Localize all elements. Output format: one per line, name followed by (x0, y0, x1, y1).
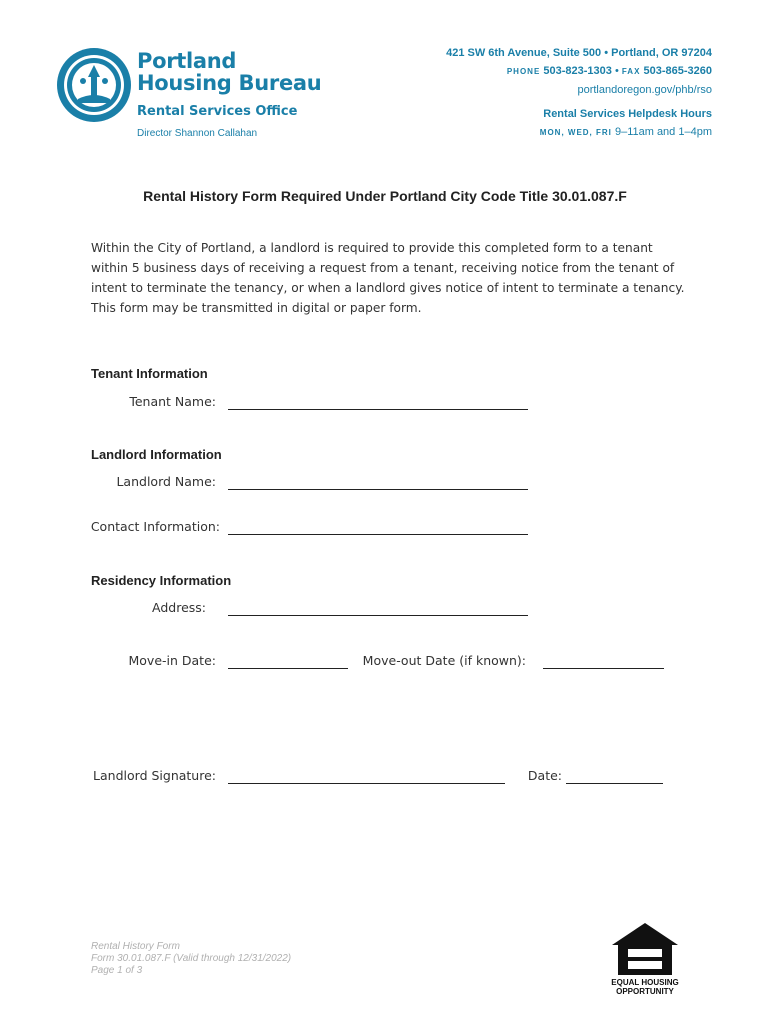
street-address: 421 SW 6th Avenue, Suite 500 • Portland, OR 97204 (446, 47, 712, 59)
website: portlandoregon.gov/phb/rso (577, 84, 712, 96)
phone-number: 503-823-1303 (543, 65, 612, 77)
landlord-name-field[interactable] (228, 475, 528, 490)
intro-line: This form may be transmitted in digital or paper form. (91, 301, 422, 315)
move-in-date-field[interactable] (228, 654, 348, 669)
contact-info-label: Contact Information: (90, 519, 220, 534)
footer-form-name: Rental History Form (91, 941, 180, 952)
separator-dot: • (614, 65, 619, 77)
hours-time: 9–11am and 1–4pm (614, 126, 712, 138)
footer-form-number: Form 30.01.087.F (Valid through 12/31/2022) (91, 953, 292, 964)
equal-housing-text (603, 978, 687, 996)
org-name (137, 50, 321, 94)
tenant-name-field[interactable] (228, 395, 528, 410)
fax-label: FAX (621, 67, 641, 76)
phone-fax-line (446, 62, 712, 81)
landlord-signature-field[interactable] (228, 769, 505, 784)
intro-paragraph (91, 238, 691, 318)
move-in-date-label: Move-in Date: (128, 653, 216, 668)
hours-days: MON, WED, FRI (539, 128, 612, 137)
org-name-line2: Housing Bureau (137, 71, 322, 95)
tenant-section-heading: Tenant Information (91, 366, 208, 381)
move-out-date-label: Move-out Date (if known): (362, 653, 526, 668)
director-name: Director Shannon Callahan (137, 128, 258, 139)
move-out-date-field[interactable] (543, 654, 664, 669)
phone-label: PHONE (506, 67, 541, 76)
intro-line: Within the City of Portland, a landlord is required to provide this completed form to a tenant (91, 241, 653, 255)
contact-block (446, 44, 712, 142)
address-label: Address: (152, 600, 206, 615)
fax-number: 503-865-3260 (643, 65, 712, 77)
signature-date-label: Date: (527, 768, 562, 783)
intro-line: within 5 business days of receiving a request from a tenant, receiving notice from the tenant of (91, 261, 675, 275)
landlord-section-heading: Landlord Information (91, 447, 222, 462)
document-title: Rental History Form Required Under Portland City Code Title 30.01.087.F (143, 188, 627, 204)
hours-line (446, 123, 712, 142)
office-name: Rental Services Office (137, 104, 298, 119)
eho-line2: OPPORTUNITY (616, 987, 674, 996)
signature-date-field[interactable] (566, 769, 663, 784)
hours-title: Rental Services Helpdesk Hours (543, 108, 712, 120)
footer-page-number: Page 1 of 3 (91, 965, 143, 976)
contact-info-field[interactable] (228, 520, 528, 535)
tenant-name-label: Tenant Name: (129, 394, 216, 409)
org-name-line1: Portland (137, 49, 237, 73)
page-footer (91, 941, 291, 977)
eho-line1: EQUAL HOUSING (611, 978, 679, 987)
intro-line: intent to terminate the tenancy, or when a landlord gives notice of intent to terminate a tenancy. (91, 281, 685, 295)
landlord-signature-label: Landlord Signature: (93, 768, 216, 783)
address-field[interactable] (228, 601, 528, 616)
city-seal-icon (56, 47, 132, 123)
landlord-name-label: Landlord Name: (116, 474, 216, 489)
residency-section-heading: Residency Information (91, 573, 232, 588)
